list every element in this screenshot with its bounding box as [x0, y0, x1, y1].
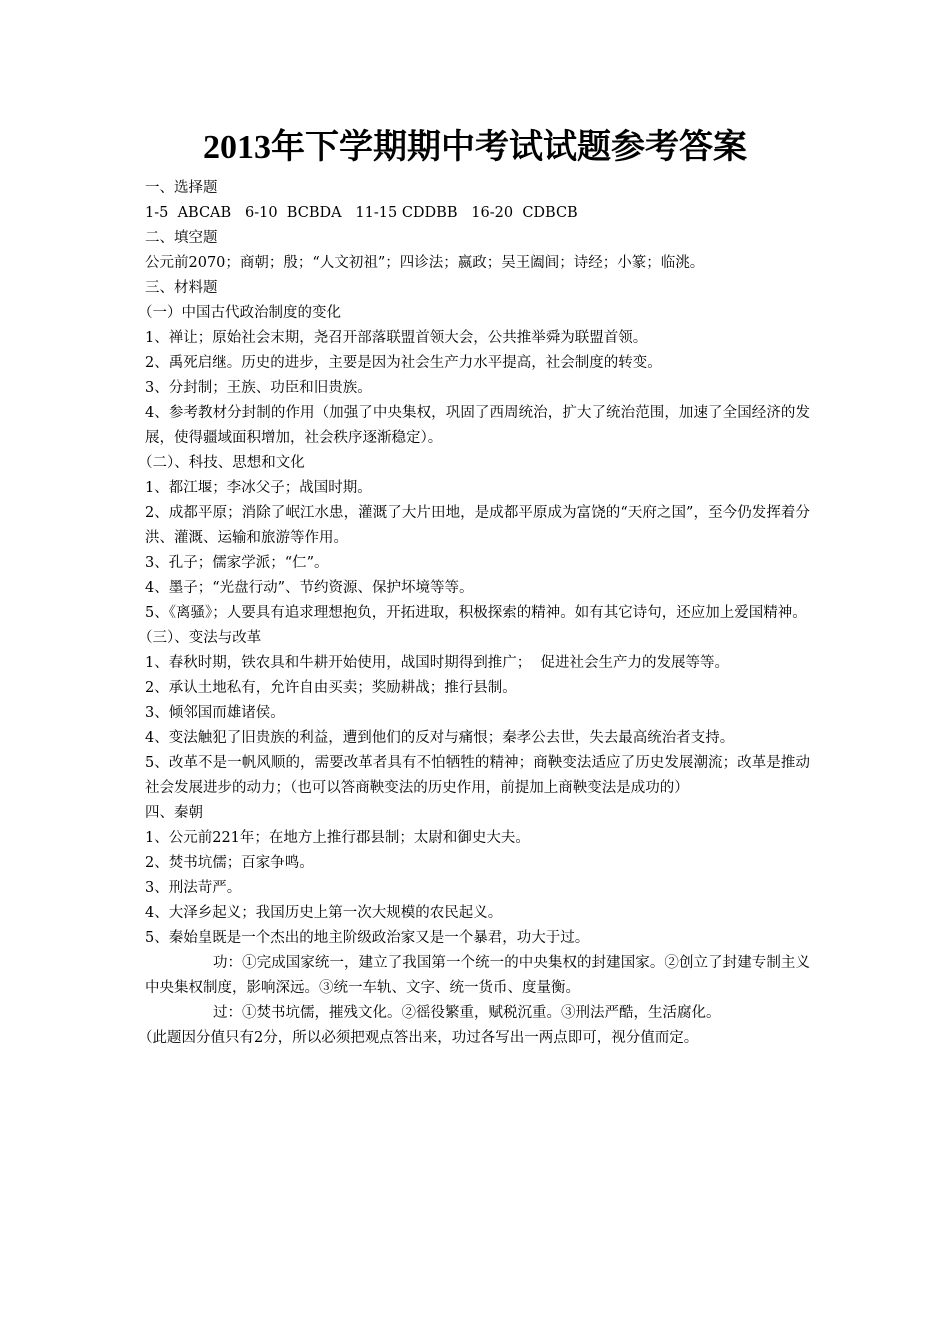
answer-item: 3、分封制；王族、功臣和旧贵族。 [145, 380, 372, 396]
answer-item: 2、成都平原；消除了岷江水患，灌溉了大片田地，是成都平原成为富饶的“天府之国”，至今仍发挥着分洪、灌溉、运输和旅游等作用。 [145, 505, 810, 546]
fill-answers: 公元前2070；商朝；殷；“人文初祖”；四诊法；嬴政；吴王阖闾；诗经；小篆；临洮。 [145, 255, 705, 271]
answer-item: 2、焚书坑儒；百家争鸣。 [145, 855, 314, 871]
answer-item: 2、禹死启继。历史的进步，主要是因为社会生产力水平提高，社会制度的转变。 [145, 355, 662, 371]
document-title: 2013年下学期期中考试试题参考答案 [203, 129, 747, 166]
answer-item: 3、孔子；儒家学派；“仁”。 [145, 555, 329, 571]
answer-item: 1、禅让；原始社会末期，尧召开部落联盟首领大会，公共推举舜为联盟首领。 [145, 330, 648, 346]
subsection-heading-culture: （二）、科技、思想和文化 [138, 455, 305, 471]
answer-item: 3、倾邻国而雄诸侯。 [145, 705, 285, 721]
answer-item: 1、春秋时期，铁农具和牛耕开始使用，战国时期得到推广； 促进社会生产力的发展等等。 [145, 655, 729, 671]
answer-item: 1、都江堰；李冰父子；战国时期。 [145, 480, 372, 496]
answer-item: 5、《离骚》；人要具有追求理想抱负，开拓进取，积极探索的精神。如有其它诗句，还应加上爱国精神。 [145, 605, 807, 621]
choice-answers: 1-5 ABCAB 6-10 BCBDA 11-15 CDDBB 16-20 CDBCB [145, 205, 578, 221]
section-heading-qin: 四、秦朝 [145, 805, 203, 821]
answer-item: 4、大泽乡起义；我国历史上第一次大规模的农民起义。 [145, 905, 503, 921]
answer-item: 4、参考教材分封制的作用（加强了中央集权，巩固了西周统治，扩大了统治范围，加速了全国经济的发展，使得疆域面积增加，社会秩序逐渐稳定）。 [145, 405, 810, 446]
section-heading-fill: 二、填空题 [145, 230, 218, 246]
section-heading-material: 三、材料题 [145, 280, 218, 296]
answer-item: 1、公元前221年；在地方上推行郡县制；太尉和御史大夫。 [145, 830, 530, 846]
answer-item: 3、刑法苛严。 [145, 880, 242, 896]
answer-item: 2、承认土地私有，允许自由买卖；奖励耕战；推行县制。 [145, 680, 517, 696]
subsection-heading-politics: （一）中国古代政治制度的变化 [138, 305, 341, 321]
answer-item: 4、墨子；“光盘行动”、节约资源、保护坏境等等。 [145, 580, 474, 596]
document-body [138, 176, 810, 1051]
subsection-heading-reform: （三）、变法与改革 [138, 630, 262, 646]
scoring-note: （此题因分值只有2分，所以必须把观点答出来，功过各写出一两点即可，视分值而定。 [138, 1030, 699, 1046]
section-heading-choice: 一、选择题 [145, 180, 218, 196]
answer-item: 5、秦始皇既是一个杰出的地主阶级政治家又是一个暴君，功大于过。 [145, 930, 590, 946]
merits-paragraph: 功：①完成国家统一，建立了我国第一个统一的中央集权的封建国家。②创立了封建专制主义中央集权制度，影响深远。③统一车轨、文字、统一货币、度量衡。 [145, 955, 810, 996]
answer-item: 4、变法触犯了旧贵族的利益，遭到他们的反对与痛恨；秦孝公去世，失去最高统治者支持。 [145, 730, 735, 746]
faults-paragraph: 过：①焚书坑儒，摧残文化。②徭役繁重，赋税沉重。③刑法严酷，生活腐化。 [213, 1005, 721, 1021]
answer-item: 5、改革不是一帆风顺的，需要改革者具有不怕牺牲的精神；商鞅变法适应了历史发展潮流；改革是推动社会发展进步的动力；（也可以答商鞅变法的历史作用，前提加上商鞅变法是成功的） [145, 755, 810, 796]
